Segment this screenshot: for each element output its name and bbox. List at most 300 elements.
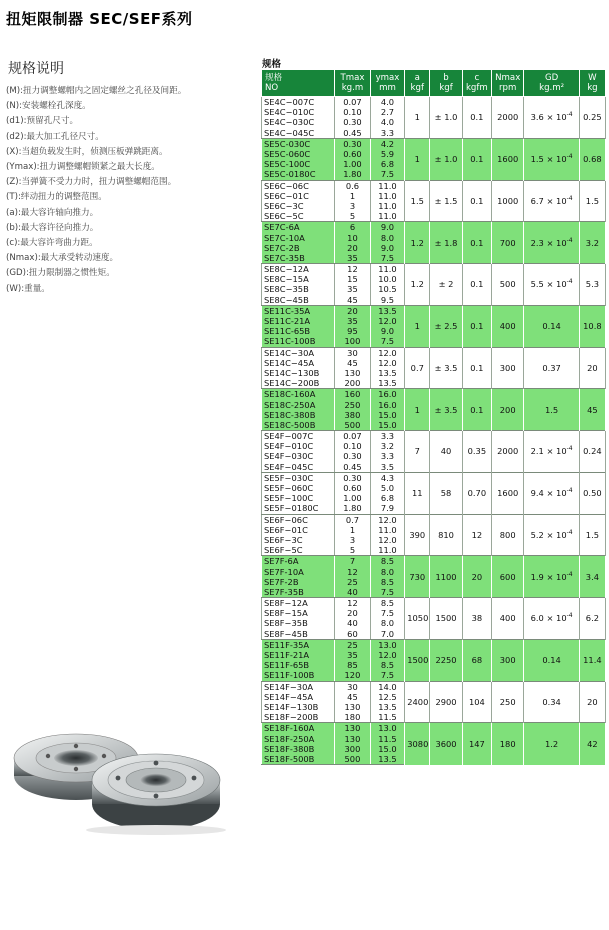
product-photo [6, 718, 231, 838]
a-cell: 1 [405, 97, 430, 139]
gd-value: 2.1 × 10 [530, 446, 567, 457]
ymax-cell: 10.0 [370, 274, 405, 284]
w-cell: 5.3 [579, 264, 605, 306]
ymax-cell: 13.5 [370, 754, 405, 765]
ymax-cell: 8.0 [370, 566, 405, 576]
tmax-cell: 12 [335, 264, 371, 275]
torque-limiter-illustration [6, 718, 231, 838]
table-row [262, 264, 606, 275]
ymax-cell: 11.0 [370, 201, 405, 211]
gd-cell [524, 264, 579, 306]
nmax-cell: 1600 [492, 472, 524, 514]
ymax-cell: 10.5 [370, 284, 405, 294]
tmax-cell: 0.60 [335, 149, 371, 159]
nmax-cell: 300 [492, 639, 524, 681]
model-group [262, 97, 606, 139]
gd-value: 0.14 [542, 321, 561, 332]
spec-note: (T):绊动扭力的调整范围。 [6, 192, 107, 203]
ymax-cell: 8.5 [370, 660, 405, 670]
model-cell: SE8C−15A [262, 274, 335, 284]
a-cell: 1500 [405, 639, 430, 681]
gd-value: 0.14 [542, 655, 561, 666]
b-cell: ± 1.5 [430, 180, 462, 222]
c-cell: 0.1 [462, 347, 491, 389]
gd-cell [524, 305, 579, 347]
b-cell: ± 2.5 [430, 305, 462, 347]
model-cell: SE7C-35B [262, 253, 335, 264]
b-cell: ± 3.5 [430, 347, 462, 389]
ymax-cell: 6.8 [370, 159, 405, 169]
nmax-cell: 800 [492, 514, 524, 556]
header-ymax: ymax mm [370, 70, 405, 97]
a-cell: 2400 [405, 681, 430, 723]
spec-note: (X):当超负载发生时，侦测压板弹跳距离。 [6, 146, 168, 157]
model-cell: SE4F−045C [262, 462, 335, 473]
gd-value: 2.3 × 10 [530, 237, 567, 248]
gd-value: 5.2 × 10 [530, 529, 567, 540]
model-group [262, 681, 606, 723]
nmax-cell: 700 [492, 222, 524, 264]
ymax-cell: 13.5 [370, 305, 405, 316]
a-cell: 730 [405, 556, 430, 598]
spec-note: (M):扭力调整螺帽内之固定螺丝之孔径及间距。 [6, 86, 187, 96]
table-row [262, 723, 606, 734]
ymax-cell: 4.3 [370, 472, 405, 483]
w-cell: 1.5 [579, 514, 605, 556]
nmax-cell: 250 [492, 681, 524, 723]
model-cell: SE18F-160A [262, 723, 335, 734]
model-cell: SE7C-6A [262, 222, 335, 233]
gd-cell [524, 431, 579, 473]
c-cell: 0.1 [462, 264, 491, 306]
ymax-cell: 11.0 [370, 545, 405, 556]
table-label: 规格 [262, 59, 282, 70]
model-cell: SE5F−030C [262, 472, 335, 483]
tmax-cell: 0.45 [335, 128, 371, 139]
model-cell: SE5C-0180C [262, 169, 335, 180]
w-cell: 45 [579, 389, 605, 431]
table-row [262, 681, 606, 692]
gd-value: 3.6 × 10 [530, 112, 567, 123]
tmax-cell: 20 [335, 243, 371, 253]
table-row [262, 97, 606, 108]
spec-note: (d1):预留孔尺寸。 [6, 116, 79, 127]
table-row [262, 556, 606, 567]
tmax-cell: 20 [335, 305, 371, 316]
ymax-cell: 14.0 [370, 681, 405, 692]
ymax-cell: 8.5 [370, 556, 405, 567]
model-cell: SE8F−35B [262, 618, 335, 628]
tmax-cell: 100 [335, 336, 371, 347]
gd-cell [524, 180, 579, 222]
ymax-cell: 11.0 [370, 525, 405, 535]
w-cell: 0.68 [579, 138, 605, 180]
tmax-cell: 1 [335, 191, 371, 201]
gd-value: 0.34 [542, 696, 561, 707]
gd-exponent: -4 [566, 195, 573, 203]
a-cell: 1 [405, 305, 430, 347]
w-cell: 42 [579, 723, 605, 765]
gd-exponent: -4 [566, 529, 573, 537]
spec-note: (GD):扭力限制器之惯性矩。 [6, 268, 115, 279]
tmax-cell: 35 [335, 316, 371, 326]
ymax-cell: 4.0 [370, 117, 405, 127]
model-group [262, 598, 606, 640]
model-cell: SE11C-21A [262, 316, 335, 326]
model-cell: SE11F-35A [262, 639, 335, 650]
model-cell: SE14F−130B [262, 702, 335, 712]
model-cell: SE11C-65B [262, 326, 335, 336]
tmax-cell: 0.30 [335, 117, 371, 127]
ymax-cell: 7.5 [370, 670, 405, 681]
ymax-cell: 5.0 [370, 483, 405, 493]
c-cell: 0.1 [462, 305, 491, 347]
table-row [262, 305, 606, 316]
spec-note: (b):最大容许径向推力。 [6, 222, 99, 233]
nmax-cell: 500 [492, 264, 524, 306]
ymax-cell: 11.0 [370, 264, 405, 275]
tmax-cell: 0.10 [335, 107, 371, 117]
gd-value: 1.5 [545, 404, 559, 415]
w-cell: 20 [579, 681, 605, 723]
ymax-cell: 12.0 [370, 347, 405, 358]
model-cell: SE14C−30A [262, 347, 335, 358]
ymax-cell: 9.0 [370, 326, 405, 336]
nmax-cell: 400 [492, 305, 524, 347]
tmax-cell: 0.10 [335, 441, 371, 451]
ymax-cell: 3.3 [370, 431, 405, 442]
tmax-cell: 15 [335, 274, 371, 284]
tmax-cell: 1.80 [335, 169, 371, 180]
c-cell: 147 [462, 723, 491, 765]
ymax-cell: 8.5 [370, 577, 405, 587]
table-row [262, 222, 606, 233]
tmax-cell: 45 [335, 358, 371, 368]
tmax-cell: 85 [335, 660, 371, 670]
table-row [262, 472, 606, 483]
model-group [262, 556, 606, 598]
model-cell: SE6F−5C [262, 545, 335, 556]
tmax-cell: 35 [335, 650, 371, 660]
model-cell: SE6C−06C [262, 180, 335, 191]
gd-cell [524, 556, 579, 598]
spec-note: (W):重量。 [6, 283, 50, 294]
spec-note: (Z):当弹簧不受力力时，扭力调整螺帽范围。 [6, 177, 177, 188]
b-cell: 40 [430, 431, 462, 473]
model-cell: SE14F−45A [262, 692, 335, 702]
w-cell: 1.5 [579, 180, 605, 222]
model-cell: SE4C−007C [262, 97, 335, 108]
spec-note: (a):最大容许轴向推力。 [6, 207, 99, 218]
w-cell: 0.25 [579, 97, 605, 139]
table-header [262, 70, 606, 97]
tmax-cell: 5 [335, 545, 371, 556]
tmax-cell: 380 [335, 410, 371, 420]
b-cell: 1100 [430, 556, 462, 598]
model-cell: SE4C−045C [262, 128, 335, 139]
model-cell: SE6C−01C [262, 191, 335, 201]
ymax-cell: 11.0 [370, 211, 405, 222]
tmax-cell: 250 [335, 399, 371, 409]
a-cell: 7 [405, 431, 430, 473]
w-cell: 10.8 [579, 305, 605, 347]
ymax-cell: 8.0 [370, 618, 405, 628]
header-c: c kgfm [462, 70, 491, 97]
ymax-cell: 12.0 [370, 316, 405, 326]
page-title: 扭矩限制器 SEC/SEF系列 [6, 10, 193, 28]
nmax-cell: 1000 [492, 180, 524, 222]
tmax-cell: 5 [335, 211, 371, 222]
model-cell: SE7F-6A [262, 556, 335, 567]
ymax-cell: 16.0 [370, 389, 405, 400]
ymax-cell: 8.5 [370, 598, 405, 609]
header-a: a kgf [405, 70, 430, 97]
model-cell: SE18C-500B [262, 420, 335, 431]
gd-exponent: -4 [566, 236, 573, 244]
gd-cell [524, 97, 579, 139]
spec-note: (d2):最大加工孔径尺寸。 [6, 131, 104, 142]
model-cell: SE8F−15A [262, 608, 335, 618]
tmax-cell: 0.07 [335, 431, 371, 442]
ymax-cell: 11.0 [370, 191, 405, 201]
model-cell: SE14F−30A [262, 681, 335, 692]
model-cell: SE5C-030C [262, 138, 335, 149]
model-cell: SE5F−060C [262, 483, 335, 493]
ymax-cell: 12.0 [370, 514, 405, 525]
tmax-cell: 6 [335, 222, 371, 233]
ymax-cell: 2.7 [370, 107, 405, 117]
ymax-cell: 3.2 [370, 441, 405, 451]
ymax-cell: 8.0 [370, 232, 405, 242]
model-cell: SE8C−12A [262, 264, 335, 275]
w-cell: 0.24 [579, 431, 605, 473]
ymax-cell: 7.5 [370, 608, 405, 618]
ymax-cell: 12.0 [370, 535, 405, 545]
tmax-cell: 0.30 [335, 472, 371, 483]
spec-notes [6, 84, 256, 297]
tmax-cell: 130 [335, 723, 371, 734]
a-cell: 11 [405, 472, 430, 514]
spec-note: (N):安装螺栓孔深度。 [6, 101, 91, 112]
tmax-cell: 12 [335, 598, 371, 609]
model-cell: SE5F−0180C [262, 503, 335, 514]
model-cell: SE11C-100B [262, 336, 335, 347]
gd-cell [524, 639, 579, 681]
model-group [262, 347, 606, 389]
tmax-cell: 200 [335, 378, 371, 389]
ymax-cell: 11.0 [370, 180, 405, 191]
model-cell: SE11F-65B [262, 660, 335, 670]
b-cell: ± 3.5 [430, 389, 462, 431]
ymax-cell: 13.5 [370, 702, 405, 712]
model-cell: SE7F-2B [262, 577, 335, 587]
tmax-cell: 12 [335, 566, 371, 576]
b-cell: 58 [430, 472, 462, 514]
gd-value: 9.4 × 10 [530, 488, 567, 499]
model-cell: SE6C−5C [262, 211, 335, 222]
b-cell: 2900 [430, 681, 462, 723]
tmax-cell: 0.07 [335, 97, 371, 108]
model-cell: SE7F-10A [262, 566, 335, 576]
model-group [262, 723, 606, 765]
spec-note: (c):最大容许弯曲力距。 [6, 238, 98, 249]
tmax-cell: 130 [335, 702, 371, 712]
nmax-cell: 1600 [492, 138, 524, 180]
c-cell: 104 [462, 681, 491, 723]
model-cell: SE7F-35B [262, 587, 335, 598]
a-cell: 3080 [405, 723, 430, 765]
ymax-cell: 16.0 [370, 399, 405, 409]
tmax-cell: 7 [335, 556, 371, 567]
w-cell: 20 [579, 347, 605, 389]
gd-value: 5.5 × 10 [530, 279, 567, 290]
gd-cell [524, 681, 579, 723]
tmax-cell: 0.45 [335, 462, 371, 473]
gd-value: 1.9 × 10 [530, 571, 567, 582]
gd-value: 1.2 [545, 738, 559, 749]
header-tmax: Tmax kg.m [335, 70, 371, 97]
model-cell: SE18C-380B [262, 410, 335, 420]
gd-value: 1.5 × 10 [530, 154, 567, 165]
model-cell: SE11C-35A [262, 305, 335, 316]
model-cell: SE8F−12A [262, 598, 335, 609]
model-cell: SE4F−030C [262, 451, 335, 461]
a-cell: 1.2 [405, 222, 430, 264]
model-cell: SE18C-160A [262, 389, 335, 400]
tmax-cell: 130 [335, 368, 371, 378]
a-cell: 1 [405, 138, 430, 180]
spec-note: (Ymax):扭力调整螺帽锁紧之最大长度。 [6, 162, 160, 173]
model-cell: SE18C-250A [262, 399, 335, 409]
ymax-cell: 13.0 [370, 639, 405, 650]
nmax-cell: 200 [492, 389, 524, 431]
tmax-cell: 130 [335, 733, 371, 743]
model-cell: SE4F−010C [262, 441, 335, 451]
tmax-cell: 45 [335, 692, 371, 702]
b-cell: ± 2 [430, 264, 462, 306]
a-cell: 1050 [405, 598, 430, 640]
table-row [262, 598, 606, 609]
model-group [262, 389, 606, 431]
tmax-cell: 35 [335, 253, 371, 264]
ymax-cell: 3.3 [370, 128, 405, 139]
table-row [262, 180, 606, 191]
b-cell: 2250 [430, 639, 462, 681]
tmax-cell: 0.60 [335, 483, 371, 493]
ymax-cell: 15.0 [370, 420, 405, 431]
w-cell: 3.4 [579, 556, 605, 598]
tmax-cell: 25 [335, 639, 371, 650]
model-cell: SE8C−35B [262, 284, 335, 294]
tmax-cell: 160 [335, 389, 371, 400]
nmax-cell: 400 [492, 598, 524, 640]
tmax-cell: 3 [335, 535, 371, 545]
model-cell: SE5C-100C [262, 159, 335, 169]
b-cell: 1500 [430, 598, 462, 640]
model-cell: SE11F-100B [262, 670, 335, 681]
model-cell: SE6F−06C [262, 514, 335, 525]
tmax-cell: 95 [335, 326, 371, 336]
tmax-cell: 1 [335, 525, 371, 535]
b-cell: 810 [430, 514, 462, 556]
spec-note: (Nmax):最大承受转动速度。 [6, 253, 119, 264]
tmax-cell: 180 [335, 712, 371, 723]
table-row [262, 639, 606, 650]
header-nmax: Nmax rpm [492, 70, 524, 97]
c-cell: 0.70 [462, 472, 491, 514]
gd-exponent: -4 [566, 153, 573, 161]
tmax-cell: 40 [335, 618, 371, 628]
c-cell: 38 [462, 598, 491, 640]
model-cell: SE5C-060C [262, 149, 335, 159]
model-group [262, 431, 606, 473]
ymax-cell: 13.0 [370, 723, 405, 734]
tmax-cell: 25 [335, 577, 371, 587]
ymax-cell: 12.0 [370, 650, 405, 660]
w-cell: 6.2 [579, 598, 605, 640]
table-row [262, 347, 606, 358]
tmax-cell: 500 [335, 754, 371, 765]
model-cell: SE6C−3C [262, 201, 335, 211]
c-cell: 0.1 [462, 222, 491, 264]
b-cell: ± 1.0 [430, 97, 462, 139]
gd-value: 6.7 × 10 [530, 195, 567, 206]
b-cell: ± 1.0 [430, 138, 462, 180]
model-cell: SE5F−100C [262, 493, 335, 503]
ymax-cell: 3.5 [370, 462, 405, 473]
tmax-cell: 30 [335, 347, 371, 358]
ymax-cell: 7.5 [370, 587, 405, 598]
tmax-cell: 0.30 [335, 451, 371, 461]
a-cell: 1.2 [405, 264, 430, 306]
model-cell: SE4C−030C [262, 117, 335, 127]
tmax-cell: 20 [335, 608, 371, 618]
model-cell: SE8C−45B [262, 295, 335, 306]
model-group [262, 222, 606, 264]
ymax-cell: 5.9 [370, 149, 405, 159]
ymax-cell: 7.0 [370, 629, 405, 640]
table-row [262, 138, 606, 149]
model-cell: SE14C−130B [262, 368, 335, 378]
header-b: b kgf [430, 70, 462, 97]
a-cell: 0.7 [405, 347, 430, 389]
ymax-cell: 7.5 [370, 253, 405, 264]
w-cell: 3.2 [579, 222, 605, 264]
ymax-cell: 6.8 [370, 493, 405, 503]
ymax-cell: 4.0 [370, 97, 405, 108]
gd-exponent: -4 [566, 111, 573, 119]
model-group [262, 264, 606, 306]
model-group [262, 472, 606, 514]
nmax-cell: 300 [492, 347, 524, 389]
c-cell: 12 [462, 514, 491, 556]
model-cell: SE8F−45B [262, 629, 335, 640]
tmax-cell: 0.30 [335, 138, 371, 149]
header-model: 规格 NO [262, 70, 335, 97]
ymax-cell: 4.2 [370, 138, 405, 149]
b-cell: 3600 [430, 723, 462, 765]
spec-table [261, 69, 606, 765]
ymax-cell: 7.5 [370, 169, 405, 180]
tmax-cell: 120 [335, 670, 371, 681]
c-cell: 0.1 [462, 138, 491, 180]
c-cell: 20 [462, 556, 491, 598]
spec-table-wrapper [261, 69, 606, 765]
table-row [262, 431, 606, 442]
header-w: W kg [579, 70, 605, 97]
model-cell: SE6F−3C [262, 535, 335, 545]
model-group [262, 138, 606, 180]
